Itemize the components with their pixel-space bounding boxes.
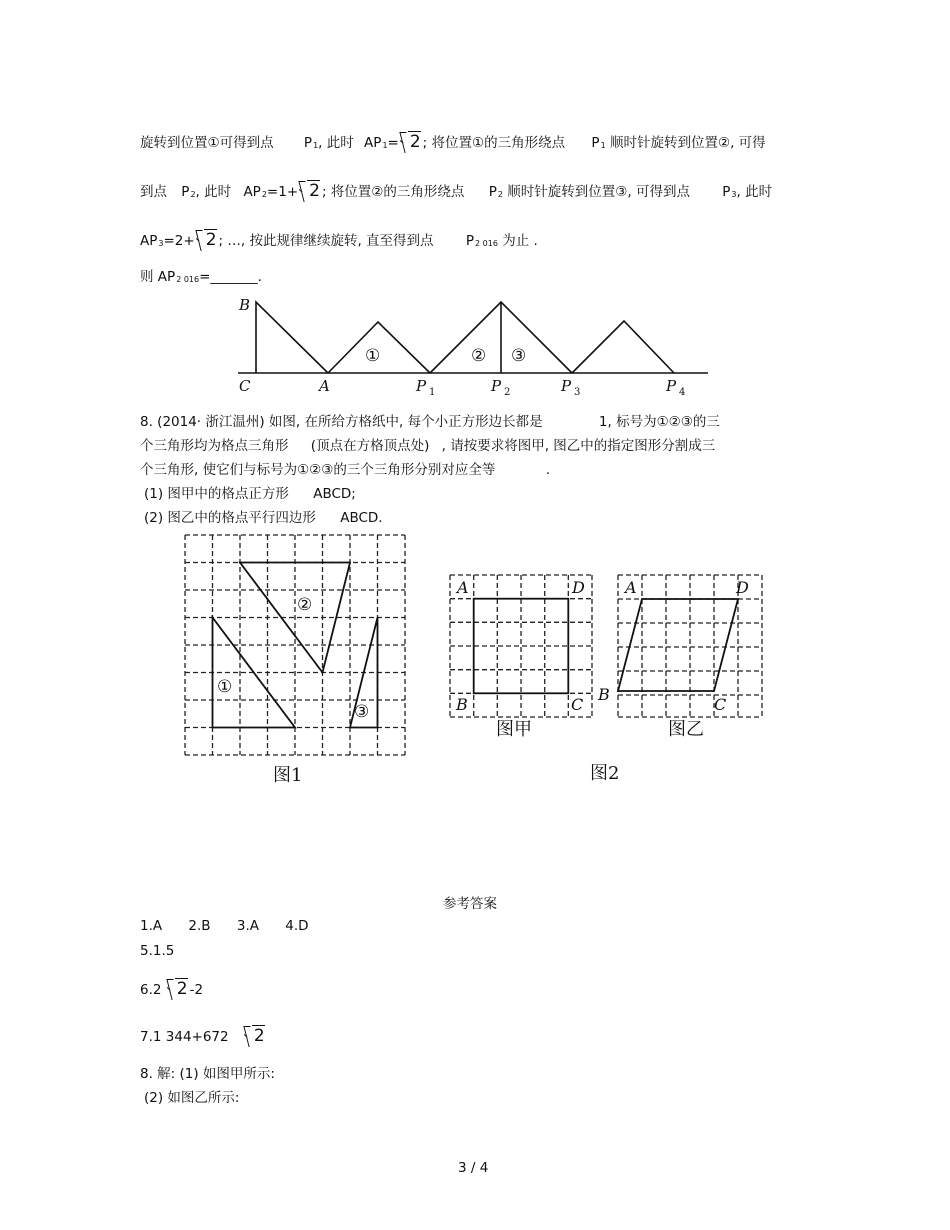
triangle-4 xyxy=(572,321,674,373)
var: AP xyxy=(364,135,382,151)
text: , 此时 xyxy=(736,184,773,200)
text: = xyxy=(387,135,399,151)
text: (2) 图乙中的格点平行四边形 xyxy=(144,510,316,526)
radicand: 2 xyxy=(205,230,217,250)
sqrt-symbol xyxy=(166,979,190,999)
text: 6.2 xyxy=(140,982,162,998)
circled-1: ① xyxy=(365,346,381,366)
label-p4: P xyxy=(666,377,677,395)
yi-label-b: B xyxy=(598,685,610,704)
yi-parallelogram-abcd xyxy=(618,599,738,691)
sqrt-symbol xyxy=(298,181,322,201)
text: 1, 标号为①②③的三 xyxy=(598,414,720,430)
text: =2+ xyxy=(163,233,195,249)
text: 顺时针旋转到位置②, 可得 xyxy=(609,135,766,151)
var: P xyxy=(465,233,474,249)
text: 则 xyxy=(140,269,154,285)
rotation-triangles-figure xyxy=(230,290,720,400)
circled-3: ③ xyxy=(354,702,370,722)
p8-item2 xyxy=(144,506,383,526)
answers-line1 xyxy=(140,918,309,934)
triangle-initial xyxy=(256,302,328,373)
subscript: 1 xyxy=(382,141,388,150)
label-p3-sub: 3 xyxy=(574,387,581,398)
jia-caption: 图甲 xyxy=(496,719,532,740)
figure-2-grids xyxy=(440,565,770,790)
label-p2: P xyxy=(491,377,502,395)
answers-line6: (2) 如图乙所示: xyxy=(144,1090,240,1106)
page-number: 3 / 4 xyxy=(458,1160,489,1176)
yi-caption: 图乙 xyxy=(668,719,704,740)
radicand: 2 xyxy=(409,132,421,152)
subscript: 2 xyxy=(497,190,503,199)
text: , 此时 xyxy=(195,184,232,200)
sqrt-symbol xyxy=(243,1026,267,1046)
text: , 此时 xyxy=(318,135,354,151)
text: =1+ xyxy=(266,184,299,200)
label-p4-sub: 4 xyxy=(679,387,686,398)
text: ABCD; xyxy=(313,486,356,502)
answer: 1.A xyxy=(140,918,163,934)
p8-line2 xyxy=(140,434,715,454)
text: 顺时针旋转到位置③, 可得到点 xyxy=(507,184,690,200)
text: 为止 . xyxy=(502,233,538,249)
label-p3: P xyxy=(561,377,572,395)
var: P xyxy=(591,135,600,151)
text: 到点 xyxy=(140,184,167,200)
p8-line3 xyxy=(140,458,550,478)
figure-1-grid xyxy=(180,530,420,790)
yi-label-d: D xyxy=(736,578,749,597)
text: ; 将位置②的三角形绕点 xyxy=(321,184,465,200)
text: 7.1 344+672 xyxy=(140,1029,229,1045)
label-a: A xyxy=(319,377,330,395)
radicand: 2 xyxy=(253,1026,265,1046)
text: . xyxy=(545,462,550,478)
circled-3: ③ xyxy=(511,346,527,366)
figure-2-caption: 图2 xyxy=(590,763,620,784)
jia-label-a: A xyxy=(457,578,469,597)
dashed-grid xyxy=(185,535,405,755)
figure-1-caption: 图1 xyxy=(273,765,303,786)
circled-2: ② xyxy=(297,595,313,615)
text: 8. (2014· 浙江温州) 如图, 在所给方格纸中, 每个小正方形边长都是 xyxy=(140,414,543,430)
jia-label-c: C xyxy=(571,695,584,714)
var: AP xyxy=(140,233,158,249)
yi-label-a: A xyxy=(625,578,637,597)
text: (1) 图甲中的格点正方形 xyxy=(144,486,289,502)
sqrt-symbol xyxy=(399,132,423,152)
yi-label-c: C xyxy=(714,695,727,714)
label-p1-sub: 1 xyxy=(429,387,436,398)
label-p2-sub: 2 xyxy=(504,387,511,398)
p8-item1 xyxy=(144,482,356,502)
circled-1: ① xyxy=(217,677,233,697)
text: ; 将位置①的三角形绕点 xyxy=(422,135,566,151)
p7-line1 xyxy=(140,131,766,152)
label-b: B xyxy=(239,296,251,314)
answers-line5: 8. 解: (1) 如图甲所示: xyxy=(140,1066,275,1082)
subscript: 3 xyxy=(158,239,164,248)
var: P xyxy=(181,184,190,200)
point-p1 xyxy=(304,135,318,151)
subscript: 2 xyxy=(261,190,267,199)
p7-line3 xyxy=(140,229,538,250)
text: , 请按要求将图甲, 图乙中的指定图形分割成三 xyxy=(441,438,716,454)
text: ABCD. xyxy=(340,510,383,526)
answers-line2: 5.1.5 xyxy=(140,943,175,959)
answers-line4 xyxy=(140,1026,267,1046)
text: ; …, 按此规律继续旋转, 直至得到点 xyxy=(218,233,434,249)
subscript: 1 xyxy=(313,141,319,150)
subscript: 2 016 xyxy=(475,239,498,248)
answer: 4.D xyxy=(285,918,309,934)
answers-title: 参考答案 xyxy=(443,896,497,912)
var: P xyxy=(303,135,313,151)
text: -2 xyxy=(189,982,204,998)
answer: 3.A xyxy=(236,918,259,934)
text: 旋转到位置①可得到点 xyxy=(140,135,274,151)
p8-line1 xyxy=(140,410,720,430)
radicand: 2 xyxy=(176,979,188,999)
label-p1: P xyxy=(416,377,427,395)
jia-label-b: B xyxy=(456,695,468,714)
answer: 2.B xyxy=(188,918,211,934)
subscript: 1 xyxy=(600,141,606,150)
p7-line2 xyxy=(140,180,772,201)
jia-label-d: D xyxy=(572,578,585,597)
subscript: 2 xyxy=(190,190,196,199)
text: 个三角形均为格点三角形 xyxy=(140,438,289,454)
text: (顶点在方格顶点处) xyxy=(310,438,430,454)
subscript: 2 016 xyxy=(176,275,200,284)
text: =_______. xyxy=(199,269,262,285)
label-c: C xyxy=(239,377,251,395)
answers-line3 xyxy=(140,979,203,999)
var: AP xyxy=(157,269,176,285)
circled-2: ② xyxy=(471,346,487,366)
var: AP xyxy=(243,184,261,200)
var: P xyxy=(722,184,731,200)
subscript: 3 xyxy=(731,190,737,199)
radicand: 2 xyxy=(309,181,320,201)
p7-line4 xyxy=(140,265,262,285)
var: P xyxy=(488,184,497,200)
sqrt-symbol xyxy=(195,230,219,250)
text: 个三角形, 使它们与标号为①②③的三个三角形分别对应全等 xyxy=(140,462,496,478)
